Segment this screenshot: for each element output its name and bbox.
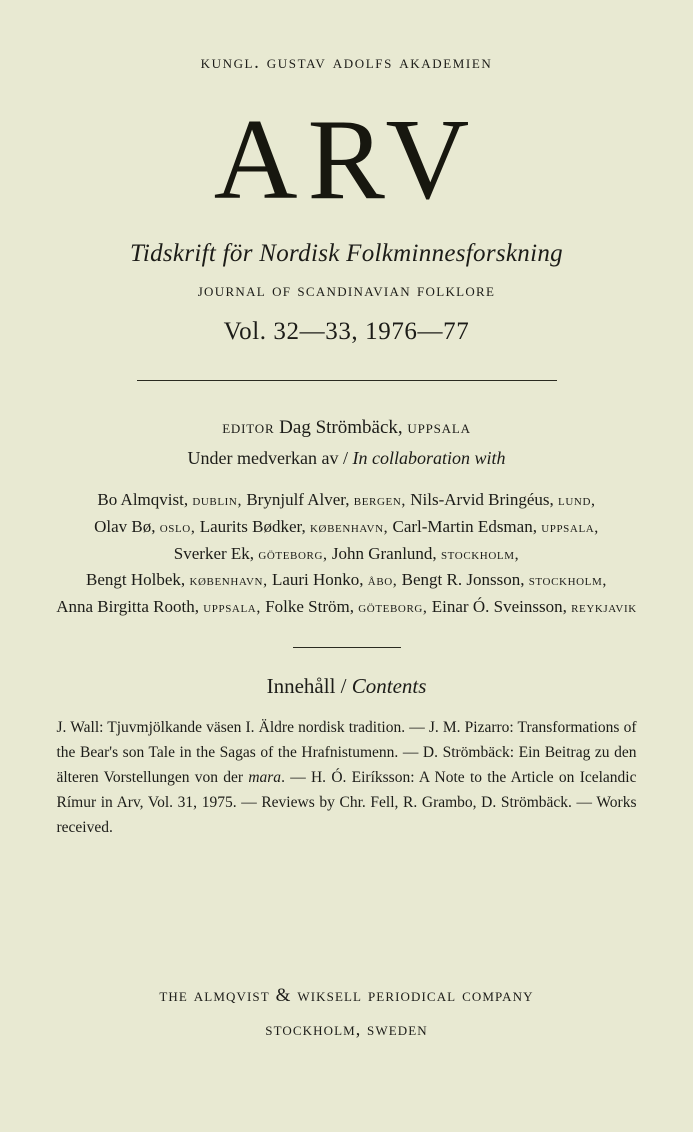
subtitle-swedish: Tidskrift för Nordisk Folkminnesforskning [130, 240, 563, 267]
board-member-place: göteborg, [258, 545, 328, 563]
board-member-name: Nils-Arvid Bringéus, [410, 490, 554, 509]
collaboration-english: In collaboration with [352, 448, 506, 468]
contents-heading-english: Contents [351, 673, 427, 698]
board-member-place: uppsala, [541, 518, 599, 536]
board-member-place: åbo, [367, 572, 398, 590]
board-member-place: københavn, [309, 518, 389, 536]
subtitle-english: journal of scandinavian folklore [197, 280, 496, 301]
board-member-name: Brynjulf Alver, [246, 490, 350, 509]
contents-text-part-2: . — H. Ó. Eiríksson: A Note to the Article on Icelandic Rímur in Arv, Vol. 31, 1975. — Reviews by Chr. Fell, R. Grambo, D. Strömbäck. — Works received. [56, 769, 637, 837]
board-member-name: Einar Ó. Sveinsson, [431, 597, 567, 617]
board-member-place: lund, [558, 492, 596, 509]
journal-cover-page [0, 52, 693, 1132]
board-row [48, 487, 645, 514]
board-member-name: Carl-Martin Edsman, [392, 516, 537, 536]
editorial-board [48, 487, 645, 621]
divider-rule-long [137, 380, 557, 381]
board-member-name: Bo Almqvist, [97, 490, 189, 509]
publisher-name: the almqvist & wiksell periodical company [159, 985, 534, 1006]
editor-place: uppsala [407, 417, 471, 438]
editor-line [48, 417, 645, 439]
board-member-name: Bengt R. Jonsson, [401, 570, 525, 590]
board-member-name: Lauri Honko, [271, 570, 364, 590]
board-member-name: Anna Birgitta Rooth, [56, 597, 199, 617]
board-member-place: stockholm, [528, 572, 607, 590]
contents-text-part-1: J. Wall: Tjuvmjölkande väsen I. Äldre nordisk tradition. — J. M. Pizarro: Transformations of the Bear's son Tale in the Sagas of the Hrafnistumenn. — D. Strömbäck: Ein Beitrag zu den älteren Vorstellungen von der [56, 718, 637, 787]
contents-summary [57, 715, 637, 841]
academy-name: kungl. gustav adolfs akademien [200, 52, 493, 73]
divider-rule-short [293, 647, 401, 648]
board-member-name: Laurits Bødker, [199, 516, 306, 536]
board-member-place: stockholm, [440, 545, 520, 563]
volume-statement: Vol. 32—33, 1976—77 [223, 318, 470, 345]
board-member-place: dublin, [192, 492, 243, 509]
board-member-place: bergen, [353, 492, 406, 509]
board-member-name: Folke Ström, [265, 597, 354, 617]
board-member-place: reykjavik [571, 599, 637, 617]
board-member-name: Olav Bø, [94, 516, 156, 536]
board-row [48, 594, 645, 621]
contents-text-italic-term: mara [248, 769, 282, 787]
board-member-place: oslo, [159, 518, 196, 536]
publisher-city: stockholm, sweden [265, 1019, 428, 1039]
board-member-name: Sverker Ek, [173, 543, 255, 563]
editor-label: editor [222, 417, 275, 438]
board-row [48, 541, 645, 568]
contents-heading [48, 674, 645, 699]
board-member-name: Bengt Holbek, [86, 570, 186, 590]
board-member-place: uppsala, [203, 599, 261, 617]
collaboration-line [48, 448, 645, 469]
publisher-block [0, 985, 693, 1040]
board-member-place: københavn, [189, 572, 268, 590]
journal-title: ARV [213, 96, 480, 224]
board-member-place: göteborg, [358, 599, 428, 617]
board-row [48, 567, 645, 594]
editor-name: Dag Strömbäck, [279, 417, 403, 438]
board-row [48, 514, 645, 541]
board-member-name: John Granlund, [331, 543, 437, 563]
contents-heading-swedish: Innehåll / [266, 673, 347, 698]
collaboration-swedish: Under medverkan av / [187, 448, 348, 468]
